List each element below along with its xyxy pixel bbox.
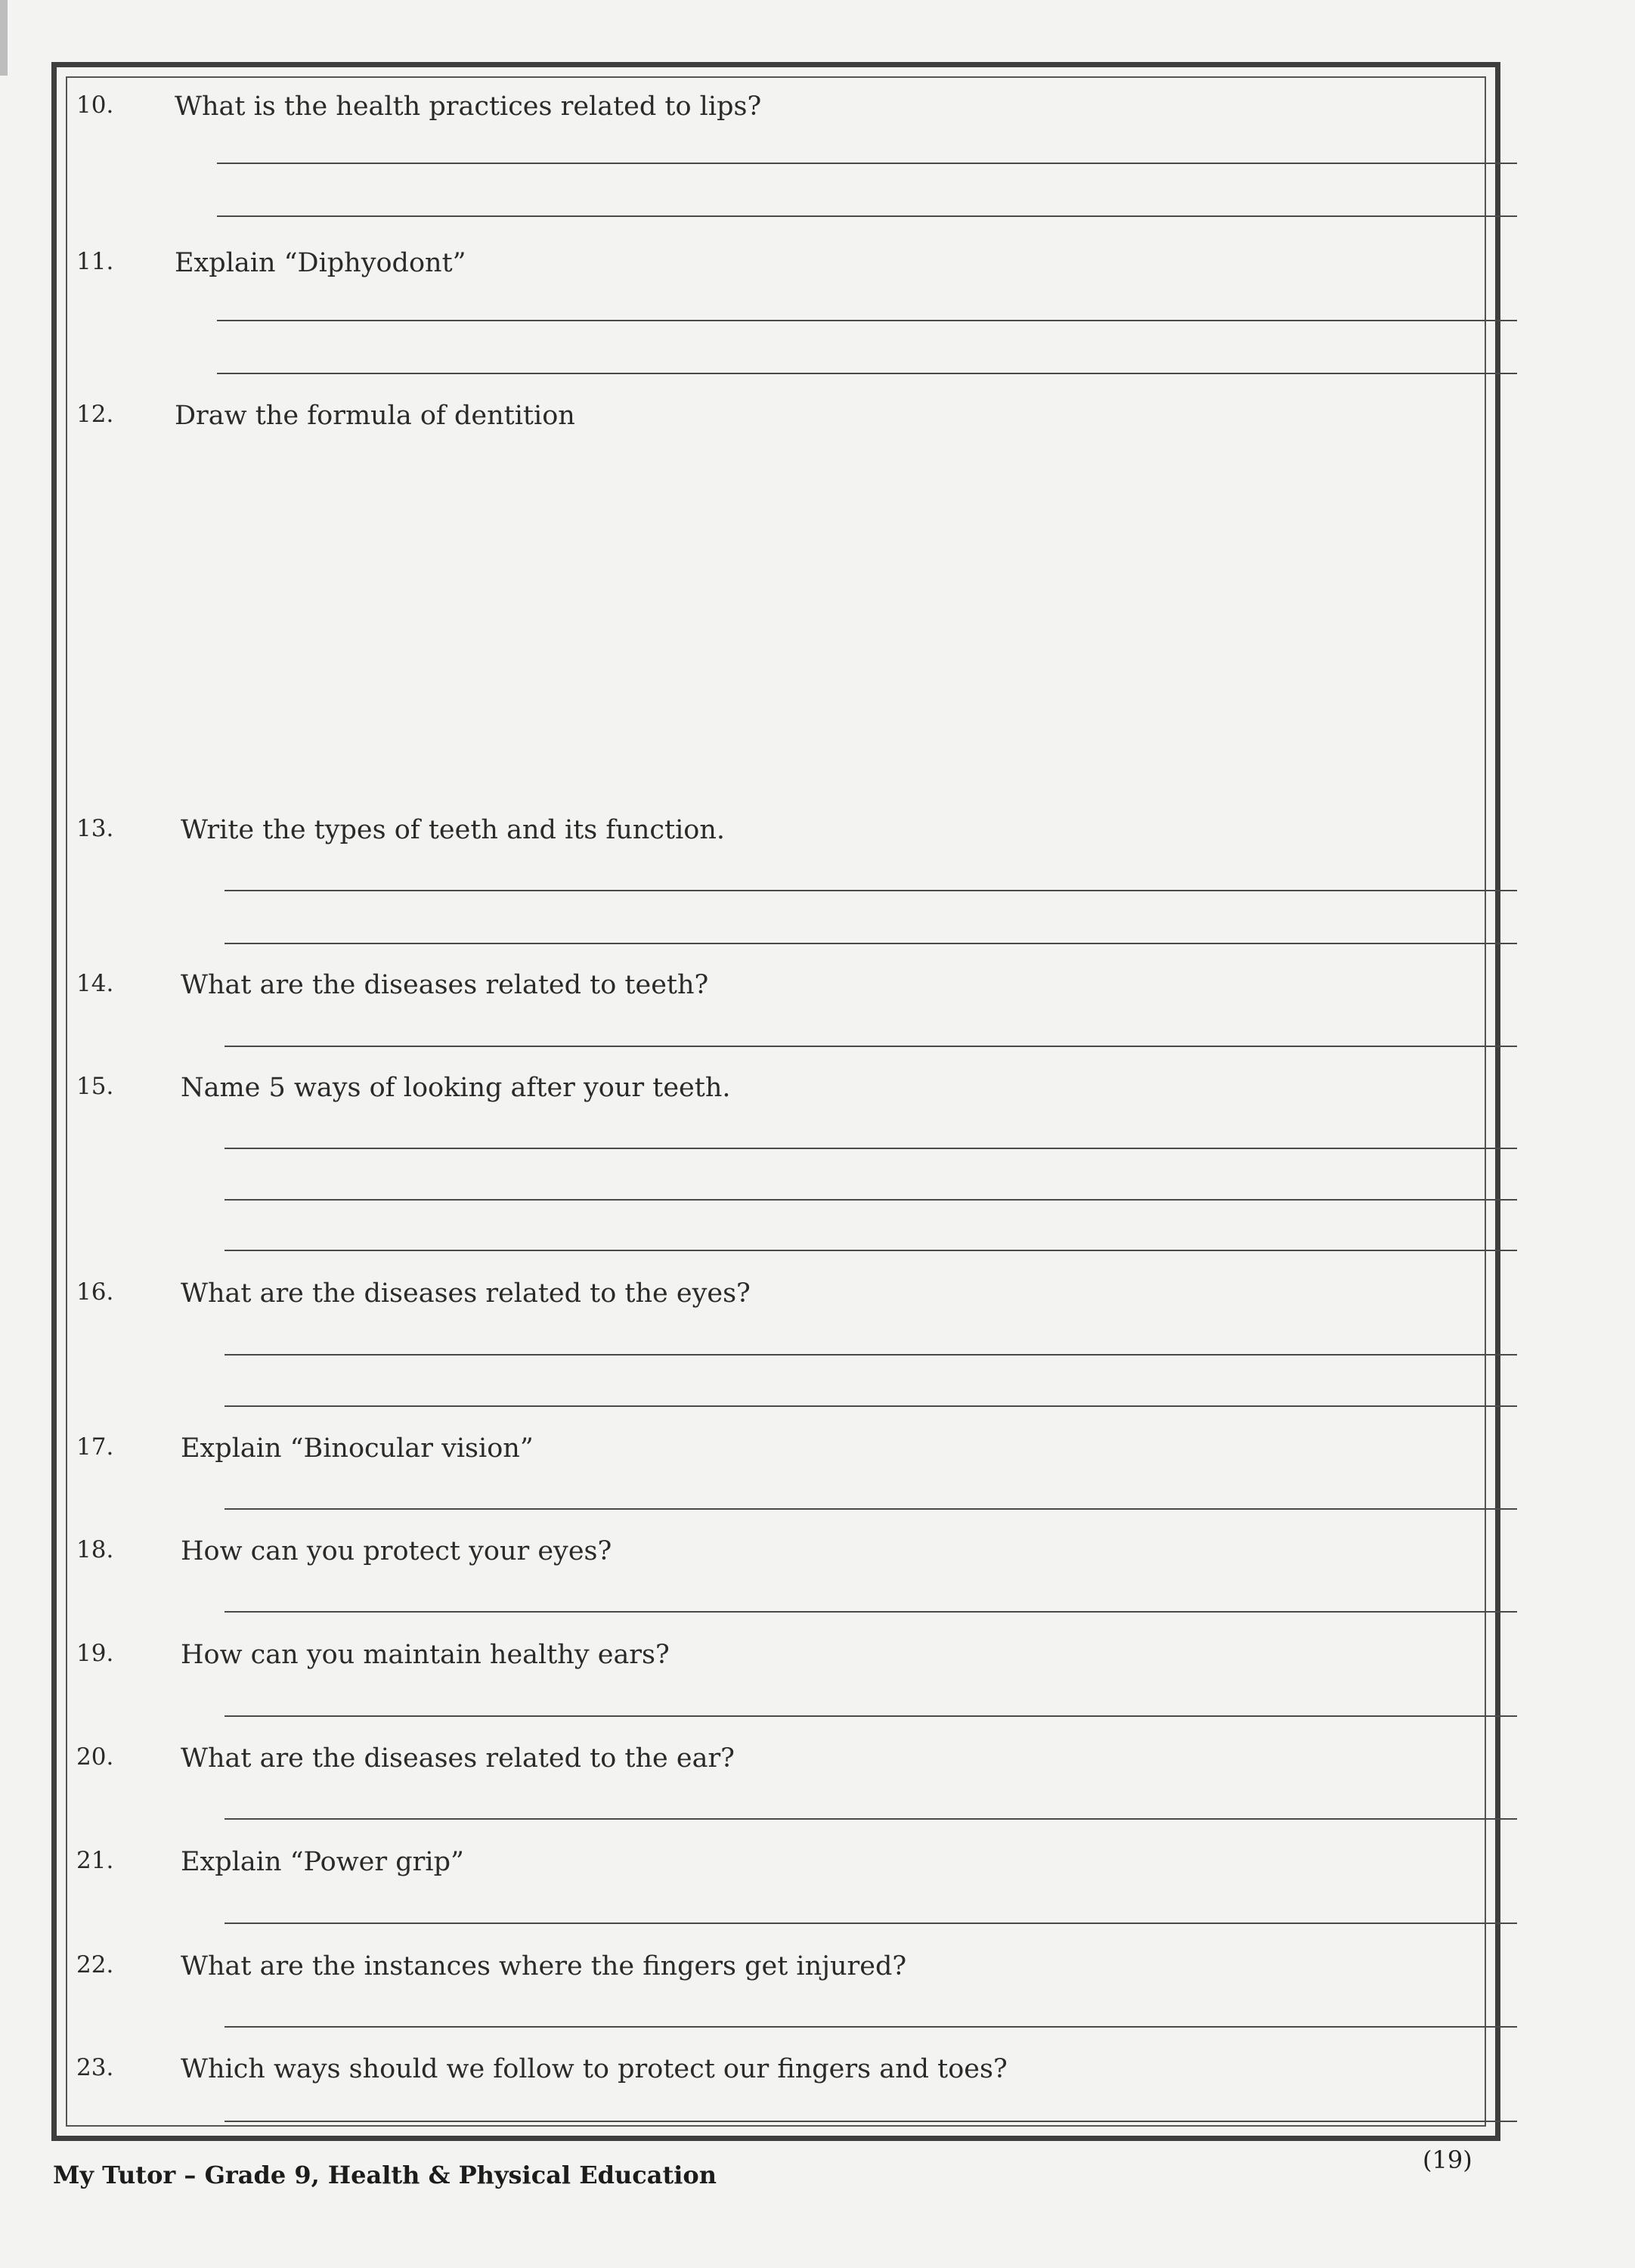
- answer-line[interactable]: [225, 1508, 1517, 1510]
- answer-line[interactable]: [217, 320, 1517, 321]
- question-number: 20.: [76, 1743, 114, 1771]
- question-number: 15.: [76, 1073, 114, 1100]
- question-text: Explain “Power grip”: [181, 1847, 464, 1877]
- answer-line[interactable]: [217, 373, 1517, 374]
- question-text: How can you maintain healthy ears?: [181, 1640, 670, 1670]
- question-text: Which ways should we follow to protect our fingers and toes?: [181, 2054, 1008, 2084]
- answer-line[interactable]: [217, 163, 1517, 164]
- answer-line[interactable]: [225, 1923, 1517, 1924]
- question-text: What are the diseases related to teeth?: [181, 970, 709, 1000]
- answer-line[interactable]: [225, 2121, 1517, 2122]
- question-number: 11.: [76, 248, 114, 275]
- question-number: 21.: [76, 1847, 114, 1874]
- question-text: Draw the formula of dentition: [175, 401, 575, 431]
- answer-line[interactable]: [225, 1354, 1517, 1356]
- question-number: 23.: [76, 2054, 114, 2081]
- page-number: (19): [1423, 2146, 1472, 2174]
- question-number: 12.: [76, 401, 114, 428]
- question-text: Explain “Diphyodont”: [175, 248, 466, 278]
- question-text: Name 5 ways of looking after your teeth.: [181, 1073, 731, 1103]
- question-number: 14.: [76, 970, 114, 997]
- answer-line[interactable]: [225, 943, 1517, 944]
- question-number: 18.: [76, 1536, 114, 1563]
- question-text: What are the diseases related to the ear?: [181, 1743, 735, 1774]
- question-text: Explain “Binocular vision”: [181, 1433, 534, 1464]
- question-text: How can you protect your eyes?: [181, 1536, 612, 1566]
- question-number: 19.: [76, 1640, 114, 1667]
- book-title-footer: My Tutor – Grade 9, Health & Physical Education: [53, 2161, 717, 2189]
- question-number: 10.: [76, 91, 114, 119]
- answer-line[interactable]: [225, 1199, 1517, 1201]
- answer-line[interactable]: [225, 1611, 1517, 1613]
- answer-line[interactable]: [225, 1405, 1517, 1407]
- answer-line[interactable]: [225, 890, 1517, 891]
- answer-line[interactable]: [225, 1148, 1517, 1149]
- answer-line[interactable]: [225, 2026, 1517, 2028]
- question-text: What are the diseases related to the eyes?: [181, 1278, 751, 1309]
- question-number: 13.: [76, 815, 114, 842]
- answer-line[interactable]: [217, 215, 1517, 217]
- answer-line[interactable]: [225, 1715, 1517, 1717]
- answer-line[interactable]: [225, 1818, 1517, 1820]
- worksheet-inner-border: [66, 76, 1486, 2127]
- page-edge-shadow: [0, 0, 8, 76]
- question-text: Write the types of teeth and its function.: [181, 815, 726, 845]
- question-text: What are the instances where the fingers get injured?: [181, 1951, 907, 1981]
- question-number: 16.: [76, 1278, 114, 1306]
- worksheet-frame: [51, 62, 1500, 2141]
- question-number: 22.: [76, 1951, 114, 1978]
- drawing-space[interactable]: [217, 441, 1517, 841]
- answer-line[interactable]: [225, 1046, 1517, 1047]
- question-number: 17.: [76, 1433, 114, 1461]
- answer-line[interactable]: [225, 1250, 1517, 1251]
- question-text: What is the health practices related to lips?: [175, 91, 762, 122]
